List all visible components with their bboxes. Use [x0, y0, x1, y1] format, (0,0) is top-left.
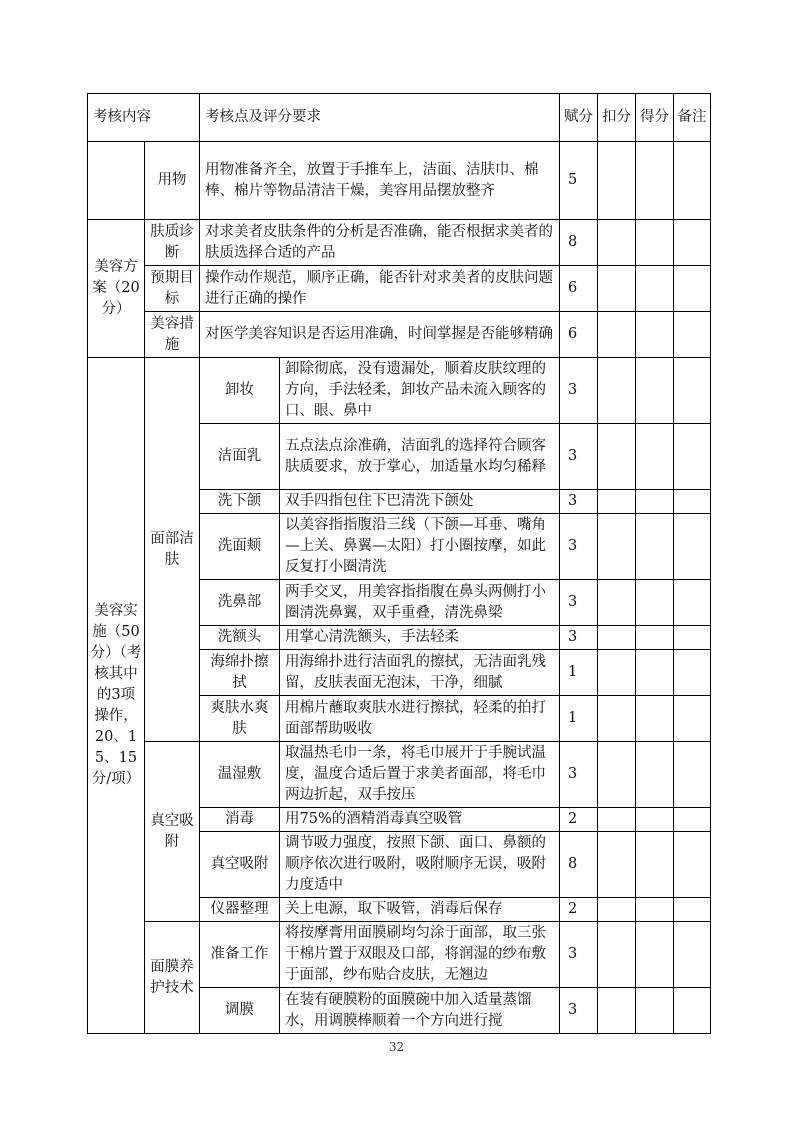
deduction-cell	[598, 696, 636, 742]
item-label: 美容措施	[145, 312, 200, 358]
table-row	[88, 220, 711, 266]
deduction-cell	[598, 650, 636, 696]
deduction-cell	[598, 898, 636, 922]
requirement-text: 操作动作规范，顺序正确，能否针对求美者的皮肤问题进行正确的操作	[200, 266, 560, 312]
table-row	[88, 922, 711, 988]
item-label: 洗下颌	[200, 490, 280, 514]
group-vacuum: 真空吸附	[145, 742, 200, 922]
item-label: 用物	[145, 142, 200, 220]
remarks-cell	[674, 220, 711, 266]
deduction-cell	[598, 490, 636, 514]
score-cell	[636, 220, 674, 266]
item-label: 调膜	[200, 988, 280, 1034]
score-cell	[636, 650, 674, 696]
score-cell	[636, 988, 674, 1034]
item-label: 卸妆	[200, 358, 280, 424]
requirement-text: 用物准备齐全，放置于手推车上，洁面、洁肤巾、棉棒、棉片等物品清洁干燥，美容用品摆放整齐	[200, 142, 560, 220]
deduction-cell	[598, 580, 636, 626]
score-cell	[636, 922, 674, 988]
remarks-cell	[674, 580, 711, 626]
page-number: 32	[388, 1040, 405, 1054]
score-cell	[636, 142, 674, 220]
points-value: 3	[560, 922, 598, 988]
header-row	[88, 94, 711, 142]
table-row	[88, 142, 711, 220]
header-remarks: 备注	[674, 94, 711, 142]
item-label: 准备工作	[200, 922, 280, 988]
deduction-cell	[598, 312, 636, 358]
points-value: 8	[560, 220, 598, 266]
remarks-cell	[674, 898, 711, 922]
item-label: 洁面乳	[200, 424, 280, 490]
table-row	[88, 312, 711, 358]
item-label: 洗额头	[200, 626, 280, 650]
item-label: 肤质诊断	[145, 220, 200, 266]
deduction-cell	[598, 988, 636, 1034]
score-cell	[636, 626, 674, 650]
requirement-text: 调节吸力强度，按照下颌、面口、鼻额的顺序依次进行吸附，吸附顺序无误，吸附力度适中	[280, 832, 560, 898]
deduction-cell	[598, 922, 636, 988]
header-requirements: 考核点及评分要求	[200, 94, 560, 142]
deduction-cell	[598, 220, 636, 266]
requirement-text: 以美容指指腹沿三线（下颌—耳垂、嘴角—上关、鼻翼—太阳）打小圈按摩，如此反复打小圈清洗	[280, 514, 560, 580]
points-value: 3	[560, 626, 598, 650]
deduction-cell	[598, 358, 636, 424]
score-cell	[636, 514, 674, 580]
remarks-cell	[674, 142, 711, 220]
item-label: 爽肤水爽肤	[200, 696, 280, 742]
score-cell	[636, 266, 674, 312]
requirement-text: 五点法点涂准确，洁面乳的选择符合顾客肤质要求，放于掌心，加适量水均匀稀释	[280, 424, 560, 490]
remarks-cell	[674, 358, 711, 424]
score-cell	[636, 580, 674, 626]
points-value: 1	[560, 696, 598, 742]
points-value: 3	[560, 490, 598, 514]
points-value: 8	[560, 832, 598, 898]
category-plan: 美容方案（20分）	[88, 220, 145, 358]
deduction-cell	[598, 832, 636, 898]
requirement-text: 取温热毛巾一条，将毛巾展开于手腕试温度，温度合适后置于求美者面部，将毛巾两边折起，双手按压	[280, 742, 560, 808]
score-cell	[636, 832, 674, 898]
score-cell	[636, 490, 674, 514]
table-row	[88, 358, 711, 424]
item-label: 预期目标	[145, 266, 200, 312]
deduction-cell	[598, 808, 636, 832]
item-label: 温湿敷	[200, 742, 280, 808]
requirement-text: 将按摩膏用面膜刷均匀涂于面部，取三张干棉片置于双眼及口部，将润湿的纱布敷于面部，纱布贴合皮肤，无翘边	[280, 922, 560, 988]
points-value: 6	[560, 266, 598, 312]
header-content: 考核内容	[88, 94, 200, 142]
points-value: 3	[560, 580, 598, 626]
points-value: 3	[560, 988, 598, 1034]
remarks-cell	[674, 424, 711, 490]
score-cell	[636, 808, 674, 832]
requirement-text: 用掌心清洗额头，手法轻柔	[280, 626, 560, 650]
category-implementation: 美容实施（50分）（考核其中的3项操作，20、15、15分/项）	[88, 358, 145, 1034]
requirement-text: 卸除彻底，没有遗漏处，顺着皮肤纹理的方向，手法轻柔，卸妆产品未流入顾客的口、眼、鼻中	[280, 358, 560, 424]
requirement-text: 对求美者皮肤条件的分析是否准确，能否根据求美者的肤质选择合适的产品	[200, 220, 560, 266]
remarks-cell	[674, 490, 711, 514]
header-deduction: 扣分	[598, 94, 636, 142]
remarks-cell	[674, 988, 711, 1034]
score-cell	[636, 898, 674, 922]
group-mask: 面膜养护技术	[145, 922, 200, 1034]
scoring-table	[87, 93, 711, 1034]
remarks-cell	[674, 312, 711, 358]
deduction-cell	[598, 626, 636, 650]
remarks-cell	[674, 626, 711, 650]
remarks-cell	[674, 742, 711, 808]
points-value: 3	[560, 742, 598, 808]
requirement-text: 双手四指包住下巴清洗下颌处	[280, 490, 560, 514]
item-label: 消毒	[200, 808, 280, 832]
remarks-cell	[674, 696, 711, 742]
header-score: 得分	[636, 94, 674, 142]
header-score-given: 赋分	[560, 94, 598, 142]
item-label: 真空吸附	[200, 832, 280, 898]
score-cell	[636, 742, 674, 808]
empty-category-cell	[88, 142, 145, 220]
table-row	[88, 266, 711, 312]
points-value: 3	[560, 514, 598, 580]
remarks-cell	[674, 922, 711, 988]
score-cell	[636, 312, 674, 358]
score-cell	[636, 424, 674, 490]
remarks-cell	[674, 514, 711, 580]
remarks-cell	[674, 808, 711, 832]
deduction-cell	[598, 514, 636, 580]
deduction-cell	[598, 142, 636, 220]
remarks-cell	[674, 266, 711, 312]
deduction-cell	[598, 742, 636, 808]
requirement-text: 用海绵扑进行洁面乳的擦拭，无洁面乳残留，皮肤表面无泡沫，干净，细腻	[280, 650, 560, 696]
points-value: 2	[560, 898, 598, 922]
item-label: 洗鼻部	[200, 580, 280, 626]
item-label: 仪器整理	[200, 898, 280, 922]
item-label: 洗面颊	[200, 514, 280, 580]
points-value: 3	[560, 424, 598, 490]
score-cell	[636, 358, 674, 424]
requirement-text: 用棉片蘸取爽肤水进行擦拭，轻柔的拍打面部帮助吸收	[280, 696, 560, 742]
requirement-text: 用75%的酒精消毒真空吸管	[280, 808, 560, 832]
score-cell	[636, 696, 674, 742]
requirement-text: 关上电源，取下吸管，消毒后保存	[280, 898, 560, 922]
group-facial-cleansing: 面部洁肤	[145, 358, 200, 742]
requirement-text: 两手交叉，用美容指指腹在鼻头两侧打小圈清洗鼻翼，双手重叠，清洗鼻梁	[280, 580, 560, 626]
points-value: 3	[560, 358, 598, 424]
deduction-cell	[598, 424, 636, 490]
points-value: 2	[560, 808, 598, 832]
remarks-cell	[674, 832, 711, 898]
points-value: 1	[560, 650, 598, 696]
item-label: 海绵扑擦拭	[200, 650, 280, 696]
deduction-cell	[598, 266, 636, 312]
points-value: 6	[560, 312, 598, 358]
table-row	[88, 742, 711, 808]
remarks-cell	[674, 650, 711, 696]
requirement-text: 对医学美容知识是否运用准确，时间掌握是否能够精确	[200, 312, 560, 358]
points-value: 5	[560, 142, 598, 220]
requirement-text: 在装有硬膜粉的面膜碗中加入适量蒸馏水，用调膜棒顺着一个方向进行搅	[280, 988, 560, 1034]
